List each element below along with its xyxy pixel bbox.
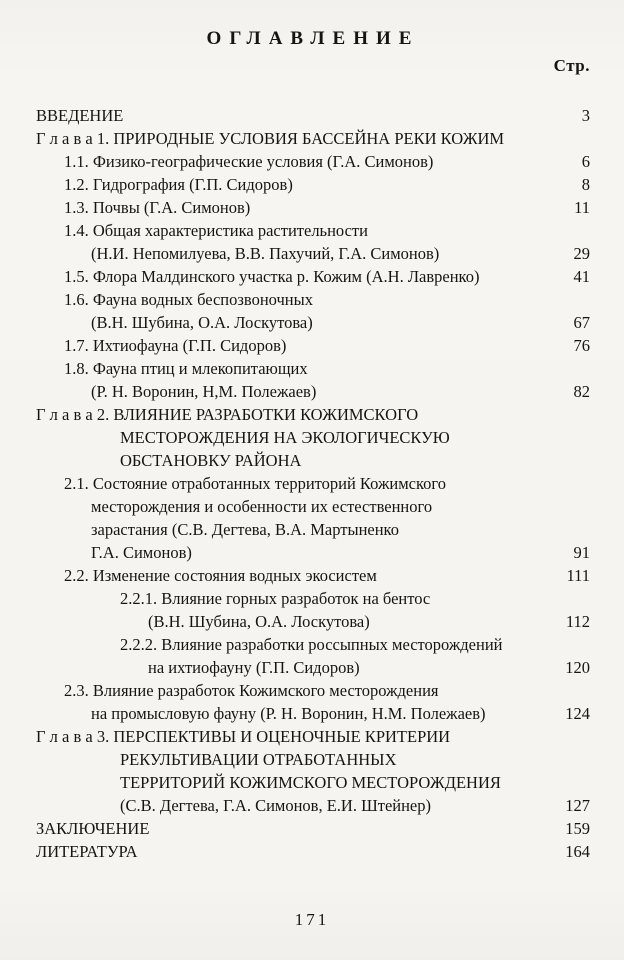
toc-line-text: ЛИТЕРАТУРА xyxy=(36,842,138,861)
toc-page-number: 6 xyxy=(581,152,590,171)
toc-page-number: 76 xyxy=(573,336,590,355)
toc-line-text: РЕКУЛЬТИВАЦИИ ОТРАБОТАННЫХ xyxy=(120,750,397,769)
toc-line-text: 1.2. Гидрография (Г.П. Сидоров) xyxy=(64,175,293,194)
toc-page-number: 29 xyxy=(573,244,590,263)
toc-line xyxy=(36,334,590,357)
toc-line xyxy=(36,357,590,380)
toc-line xyxy=(36,633,590,656)
toc-page-number: 11 xyxy=(574,198,590,217)
toc-line-text: МЕСТОРОЖДЕНИЯ НА ЭКОЛОГИЧЕСКУЮ xyxy=(120,428,450,447)
toc-line-text: на ихтиофауну (Г.П. Сидоров) xyxy=(148,658,360,677)
toc-line xyxy=(36,426,590,449)
toc-line-text: 2.2. Изменение состояния водных экосистем xyxy=(64,566,377,585)
page-column-header: Стр. xyxy=(553,56,590,75)
toc-line-text: (Р. Н. Воронин, Н,М. Полежаев) xyxy=(91,382,317,401)
toc-line-text: Г.А. Симонов) xyxy=(91,543,192,562)
toc-line-text: 1.1. Физико-географические условия (Г.А. Симонов) xyxy=(64,152,434,171)
toc-page-number: 3 xyxy=(581,106,590,125)
toc-line-text: (В.Н. Шубина, О.А. Лоскутова) xyxy=(91,313,313,332)
toc-line xyxy=(36,656,590,679)
toc-line xyxy=(36,817,590,840)
toc-line xyxy=(36,748,590,771)
folio-page-number: 171 xyxy=(294,910,330,929)
toc-line-text: месторождения и особенности их естественного xyxy=(91,497,433,516)
toc-line xyxy=(36,725,590,748)
toc-page-number: 111 xyxy=(566,566,590,585)
toc-page-number: 159 xyxy=(565,819,590,838)
toc-line xyxy=(36,771,590,794)
toc-line xyxy=(36,518,590,541)
toc-line xyxy=(36,150,590,173)
toc-line xyxy=(36,380,590,403)
toc-line xyxy=(36,702,590,725)
toc-line-text: (Н.И. Непомилуева, В.В. Пахучий, Г.А. Симонов) xyxy=(91,244,440,263)
toc-line-text: ВВЕДЕНИЕ xyxy=(36,106,124,125)
toc-page-number: 41 xyxy=(573,267,590,286)
toc-line-text: на промысловую фауну (Р. Н. Воронин, Н.М. Полежаев) xyxy=(91,704,486,723)
toc-page-number: 8 xyxy=(581,175,590,194)
toc-line-text: Г л а в а 1. ПРИРОДНЫЕ УСЛОВИЯ БАССЕЙНА РЕКИ КОЖИМ xyxy=(36,129,505,148)
toc-page-number: 164 xyxy=(565,842,590,861)
toc-line-text: ЗАКЛЮЧЕНИЕ xyxy=(36,819,150,838)
toc-line-text: 1.6. Фауна водных беспозвоночных xyxy=(64,290,313,309)
toc-line xyxy=(36,196,590,219)
toc-line-text: 1.8. Фауна птиц и млекопитающих xyxy=(64,359,308,378)
toc-line xyxy=(36,449,590,472)
toc-line-text: (С.В. Дегтева, Г.А. Симонов, Е.И. Штейнер) xyxy=(120,796,432,815)
toc-line xyxy=(36,219,590,242)
toc-page-number: 112 xyxy=(565,612,590,631)
toc-line xyxy=(36,242,590,265)
toc-line xyxy=(36,311,590,334)
toc-line xyxy=(36,127,590,150)
toc-line-text: 1.5. Флора Малдинского участка р. Кожим (А.Н. Лавренко) xyxy=(64,267,480,286)
toc-line xyxy=(36,403,590,426)
toc-line-text: 2.1. Состояние отработанных территорий Кожимского xyxy=(64,474,446,493)
toc-line xyxy=(36,564,590,587)
toc-line xyxy=(36,840,590,863)
toc-page-number: 120 xyxy=(565,658,590,677)
toc-line-text: зарастания (С.В. Дегтева, В.А. Мартыненко xyxy=(91,520,399,539)
toc-line-text: ОБСТАНОВКУ РАЙОНА xyxy=(120,451,302,470)
toc-line xyxy=(36,541,590,564)
toc-line-text: Г л а в а 3. ПЕРСПЕКТИВЫ И ОЦЕНОЧНЫЕ КРИТЕРИИ xyxy=(36,727,451,746)
toc-line xyxy=(36,265,590,288)
toc-page-number: 91 xyxy=(573,543,590,562)
page-title: ОГЛАВЛЕНИЕ xyxy=(206,28,420,49)
toc-page-number: 67 xyxy=(573,313,590,332)
toc-line-text: (В.Н. Шубина, О.А. Лоскутова) xyxy=(148,612,370,631)
toc-line xyxy=(36,495,590,518)
toc-line-text: 2.3. Влияние разработок Кожимского месторождения xyxy=(64,681,439,700)
toc-line xyxy=(36,472,590,495)
toc-line-text: 1.3. Почвы (Г.А. Симонов) xyxy=(64,198,251,217)
toc-line-text: 2.2.2. Влияние разработки россыпных месторождений xyxy=(120,635,503,654)
toc-line-text: 1.7. Ихтиофауна (Г.П. Сидоров) xyxy=(64,336,287,355)
table-of-contents xyxy=(36,104,590,863)
toc-line-text: Г л а в а 2. ВЛИЯНИЕ РАЗРАБОТКИ КОЖИМСКОГО xyxy=(36,405,419,424)
toc-page-number: 127 xyxy=(565,796,590,815)
toc-line xyxy=(36,794,590,817)
toc-line xyxy=(36,288,590,311)
toc-line xyxy=(36,587,590,610)
toc-line-text: ТЕРРИТОРИЙ КОЖИМСКОГО МЕСТОРОЖДЕНИЯ xyxy=(120,773,501,792)
toc-page-number: 82 xyxy=(573,382,590,401)
toc-line-text: 2.2.1. Влияние горных разработок на бентос xyxy=(120,589,431,608)
toc-line xyxy=(36,610,590,633)
toc-page-number: 124 xyxy=(565,704,590,723)
toc-line-text: 1.4. Общая характеристика растительности xyxy=(64,221,368,240)
toc-line xyxy=(36,173,590,196)
toc-line xyxy=(36,104,590,127)
toc-line xyxy=(36,679,590,702)
